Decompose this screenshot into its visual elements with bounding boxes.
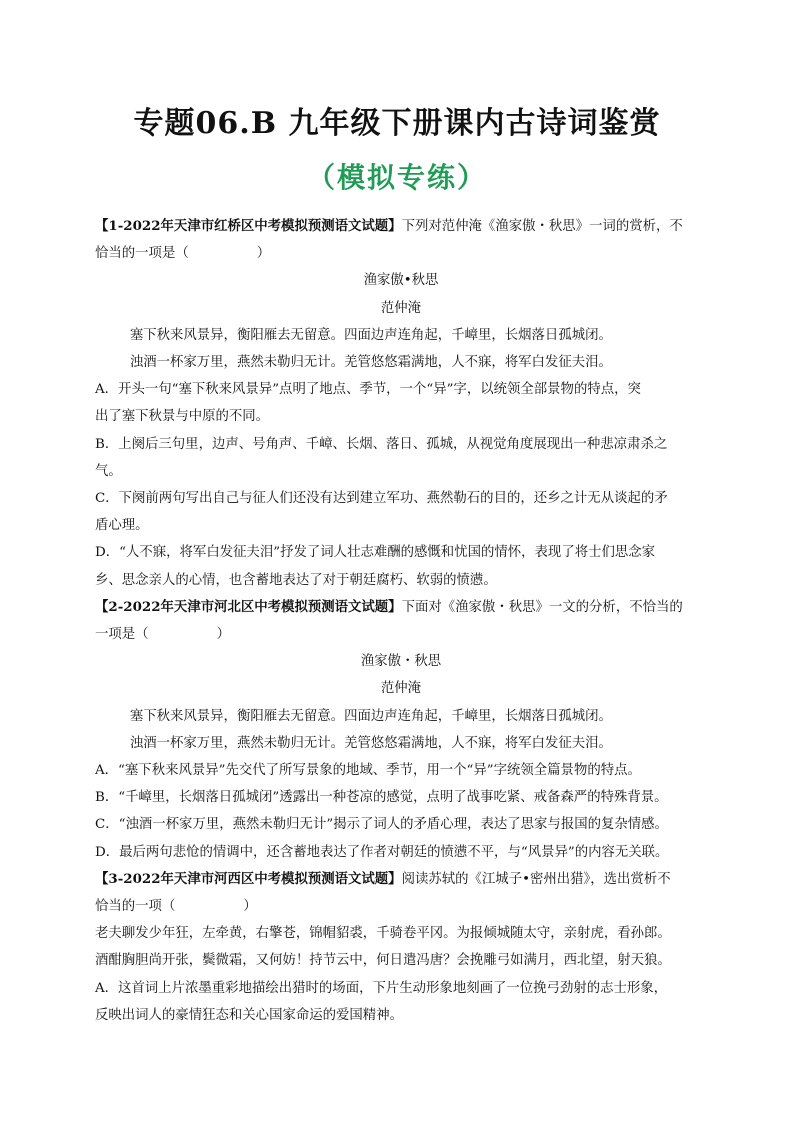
q1-stem-close: ） — [256, 246, 271, 262]
q1-poem-author: 范仲淹 — [380, 300, 422, 316]
q2-poem-title: 渔家傲・秋思 — [360, 654, 442, 670]
q1-option-a: A．开头一句“塞下秋来风景异”点明了地点、季节，一个“异”字，以统领全部景物的特点，突 — [95, 382, 641, 398]
q3-stem-text: 阅读苏轼的《江城子•密州出猎》，选出赏析不 — [401, 871, 671, 887]
q2-option-d: D．最后两句悲怆的情调中，还含蓄地表达了作者对朝廷的愤懑不平，与“风景异”的内容无关联。 — [95, 844, 669, 860]
q2-stem-close: ） — [216, 627, 230, 643]
q1-option-d-cont: 乡、思念亲人的心情，也含蓄地表达了对于朝廷腐朽、软弱的愤懑。 — [95, 572, 497, 588]
q2-poem-author: 范仲淹 — [380, 681, 422, 697]
q2-option-c: C．“浊酒一杯家万里，燕然未勒归无计”揭示了词人的矛盾心理，表达了思家与报国的复杂情感。 — [95, 817, 668, 833]
q3-stem-text2: 恰当的一项（ — [95, 899, 176, 915]
q1-option-b: B．上阕后三句里，边声、号角声、千嶂、长烟、落日、孤城，从视觉角度展现出一种悲凉肃杀之 — [95, 436, 668, 452]
q2-poem-line: 浊酒一杯家万里，燕然未勒归无计。羌管悠悠霜满地，人不寐，将军白发征夫泪。 — [129, 735, 612, 751]
q1-poem-line: 塞下秋来风景异，衡阳雁去无留意。四面边声连角起，千嶂里，长烟落日孤城闭。 — [129, 327, 612, 343]
q1-poem-title: 渔家傲•秋思 — [363, 273, 439, 289]
q1-stem-text: 下列对范仲淹《渔家傲・秋思》一词的赏析，不 — [401, 219, 683, 234]
q2-stem-line2 — [95, 621, 707, 648]
q1-stem-text2: 恰当的一项是（ — [95, 246, 189, 262]
q3-stem — [95, 866, 707, 893]
q1-source: 【1-2022年天津市红桥区中考模拟预测语文试题】 — [95, 218, 402, 234]
q3-poem-line: 酒酣胸胆尚开张，鬓微霜，又何妨！持节云中，何日遣冯唐？会挽雕弓如满月，西北望，射天狼。 — [95, 953, 671, 969]
q2-option-a: A．“塞下秋来风景异”先交代了所写景象的地域、季节，用一个“异”字统领全篇景物的特点。 — [95, 763, 641, 779]
q2-option-b: B．“千嶂里，长烟落日孤城闭”透露出一种苍凉的感觉，点明了战事吃紧、戒备森严的特殊背景。 — [95, 790, 668, 806]
q2-source: 【2-2022年天津市河北区中考模拟预测语文试题】 — [95, 598, 402, 615]
page-subtitle: （模拟专练） — [306, 161, 487, 194]
q3-source: 【3-2022年天津市河西区中考模拟预测语文试题】 — [95, 870, 402, 887]
q2-stem-text2: 一项是（ — [95, 627, 149, 643]
q3-stem-line2 — [95, 893, 707, 920]
q2-poem-line: 塞下秋来风景异，衡阳雁去无留意。四面边声连角起，千嶂里，长烟落日孤城闭。 — [129, 708, 612, 724]
q1-option-a-cont: 出了塞下秋景与中原的不同。 — [95, 409, 270, 425]
q1-option-d: D．“人不寐，将军白发征夫泪”抒发了词人壮志难酬的感慨和忧国的情怀，表现了将士们思念家 — [95, 545, 656, 561]
q1-stem-line2 — [95, 240, 707, 267]
q3-poem-line: 老夫聊发少年狂，左牵黄，右擎苍，锦帽貂裘，千骑卷平冈。为报倾城随太守，亲射虎，看孙郎。 — [95, 926, 671, 942]
q3-stem-close: ） — [243, 899, 257, 915]
page-title: 专题06.B 九年级下册课内古诗词鉴赏 — [133, 106, 661, 141]
q3-option-a-cont: 反映出词人的豪情狂态和关心国家命运的爱国精神。 — [95, 1007, 403, 1023]
q1-stem — [95, 213, 707, 240]
q3-option-a: A．这首词上片浓墨重彩地描绘出猎时的场面，下片生动形象地刻画了一位挽弓劲射的志士形象， — [95, 980, 668, 996]
q1-poem-line: 浊酒一杯家万里，燕然未勒归无计。羌管悠悠霜满地，人不寐，将军白发征夫泪。 — [129, 355, 612, 371]
q2-stem-text: 下面对《渔家傲・秋思》一文的分析，不恰当的 — [401, 599, 683, 615]
q2-stem — [95, 594, 707, 621]
q1-option-b-cont: 气。 — [95, 463, 122, 479]
document-body — [95, 213, 707, 1029]
q1-option-c: C．下阕前两句写出自己与征人们还没有达到建立军功、燕然勒石的目的，还乡之计无从谈起的矛 — [95, 491, 668, 507]
q1-option-c-cont: 盾心理。 — [95, 518, 149, 534]
